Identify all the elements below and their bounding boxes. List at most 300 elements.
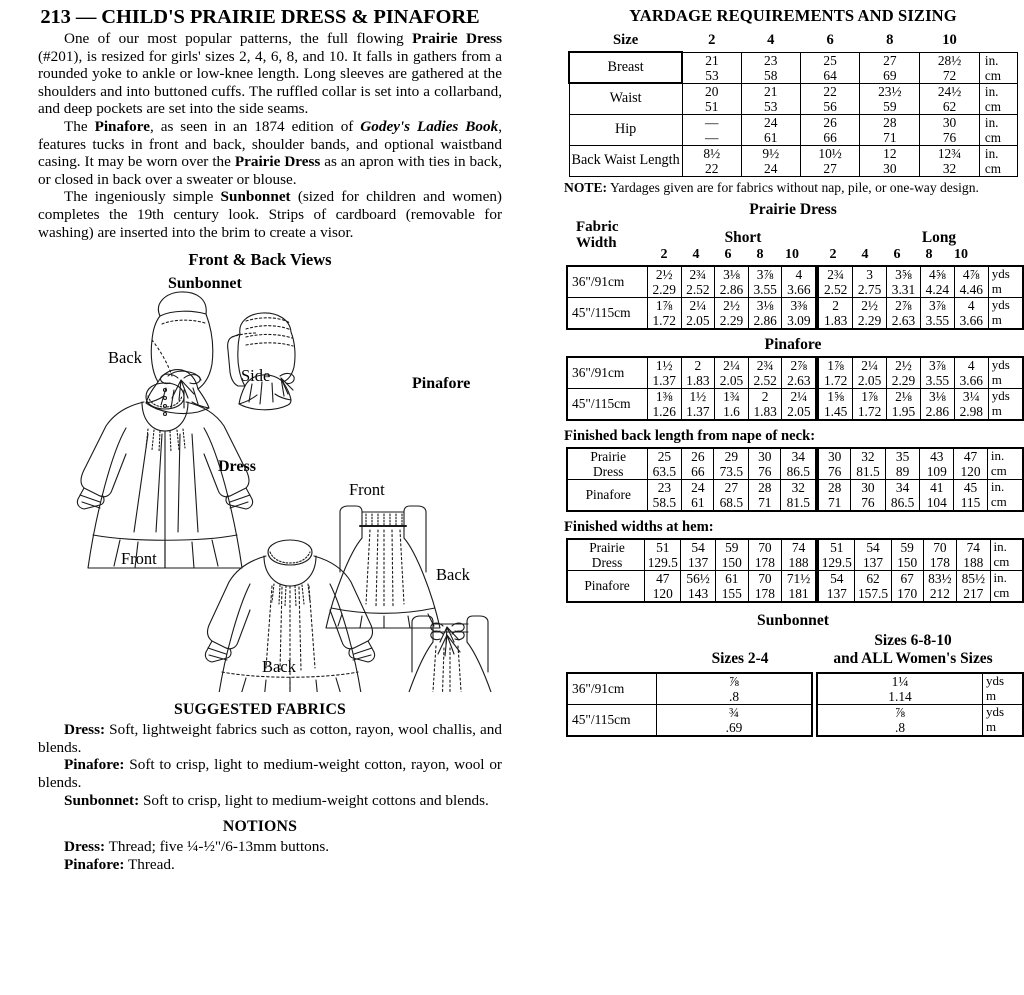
pf-l45-2 [818, 388, 852, 420]
prairie-dress-headers [562, 218, 1024, 265]
bl-s-pd-6-in: 29 [724, 448, 739, 464]
pd-l36-10-m: 4.46 [959, 281, 983, 297]
pf-s45-10-m: 2.05 [787, 403, 811, 419]
pf-l45-2-yds: 1⅝ [827, 388, 845, 404]
waist-units [979, 83, 1017, 114]
bl-l-pd-8-in: 43 [930, 448, 944, 464]
bl-l-pd-4 [851, 448, 886, 480]
hw-l-pd-4-in: 54 [866, 539, 880, 555]
pd-l36-2-m: 2.52 [823, 281, 848, 297]
prairie-dress-tables [566, 265, 1024, 330]
hw-l-pd-8-cm: 178 [929, 554, 950, 570]
waist-unit-cm: cm [984, 98, 1002, 114]
prairie-dress-table-title: Prairie Dress [749, 200, 837, 218]
pf-l45-units [988, 388, 1023, 420]
pd-s45-2-m: 1.72 [652, 312, 676, 328]
pf-l45-4-m: 1.72 [857, 403, 882, 419]
right-column [562, 0, 1024, 995]
pf-l36-4-m: 2.05 [857, 372, 882, 388]
pd-s36-6 [715, 266, 749, 298]
pd-s45-10-yds: 3⅜ [790, 297, 808, 313]
hw-s-pf-8-cm: 178 [754, 585, 775, 601]
pd-short-width-45: 45"/115cm [567, 297, 647, 329]
hw-s-pf-6-cm: 155 [721, 585, 742, 601]
pd-l45-6-m: 2.63 [891, 312, 916, 328]
pd-l45-units [988, 297, 1023, 329]
bwl-in-8: 12 [883, 145, 897, 161]
pf-unit-m-45: m [991, 402, 1002, 418]
pf-short-width-45: 45"/115cm [567, 388, 647, 420]
hw-l-pd-8 [923, 539, 956, 571]
hem-widths-long-table [817, 538, 1024, 603]
table-row-back-waist-length [569, 145, 1018, 176]
notions-text-pinafore: Thread. [124, 855, 175, 873]
bl-l-pf-10 [954, 479, 988, 511]
pf-s36-2-yds: 1½ [655, 357, 673, 373]
pf-s36-4-m: 1.83 [686, 372, 710, 388]
hw-l-pd-10 [957, 539, 990, 571]
breast-size-6 [800, 52, 860, 83]
hip-cm-10: 76 [942, 129, 957, 145]
sunbonnet-left-table [566, 672, 813, 737]
pf-s36-6 [715, 357, 749, 389]
sunbonnet-left-header: Sizes 2-4 [711, 649, 769, 667]
pd-l45-8 [920, 297, 954, 329]
pd-l36-4-m: 2.75 [857, 281, 882, 297]
pd-l45-10 [954, 297, 988, 329]
hw-s-pf-4-in: 56½ [686, 570, 710, 586]
bl-l-pf-6 [885, 479, 920, 511]
group-header-long: Long [921, 228, 957, 246]
hw-l-pd-2-in: 51 [830, 539, 844, 555]
notions-label-dress: Dress: [64, 838, 106, 856]
illustration-label-dress-back: Back [262, 657, 296, 677]
pf-s45-4 [681, 388, 715, 420]
bl-s-pf-2 [647, 479, 682, 511]
hip-unit-cm: cm [984, 129, 1002, 145]
pd-l36-4-yds: 3 [866, 266, 873, 282]
hw-s-pd-6-cm: 150 [721, 554, 742, 570]
bl-l-pd-6-cm: 89 [895, 463, 910, 479]
bl-l-pf-10-cm: 115 [960, 494, 981, 510]
table-row [817, 704, 1023, 736]
pd-s45-2-yds: 1⅞ [655, 297, 673, 313]
sunbonnet-table-title: Sunbonnet [757, 611, 829, 629]
hw-label-prairie [567, 539, 645, 571]
bl-l-pd-10-in: 47 [963, 448, 978, 464]
hw-l-pf-2-in: 54 [830, 570, 844, 586]
hw-s-pd-8-in: 70 [758, 539, 772, 555]
bwl-in-10: 12¾ [937, 145, 962, 161]
pf-l45-2-m: 1.45 [823, 403, 848, 419]
pf-l36-8 [920, 357, 954, 389]
hw-s-pf-2 [645, 570, 681, 602]
pf-l45-8 [920, 388, 954, 420]
bl-l-pf-units [987, 479, 1023, 511]
bl-s-pf-8-cm: 71 [758, 494, 772, 510]
pf-s45-8 [748, 388, 782, 420]
illustration-label-sunbonnet: Sunbonnet [168, 275, 242, 293]
waist-size-2 [682, 83, 741, 114]
pd-s36-6-m: 2.86 [719, 281, 744, 297]
pf-l36-6 [887, 357, 921, 389]
hw-s-pd-8 [748, 539, 781, 571]
hw-l-pf-units [990, 570, 1023, 602]
hw-s-pf-10 [781, 570, 816, 602]
fabric-label-pinafore: Pinafore: [64, 756, 125, 774]
hw-l-pf-8-in: 83½ [928, 570, 952, 586]
bl-s-pd-6 [714, 448, 749, 480]
waist-cm-8: 59 [883, 98, 897, 114]
breast-unit-in: in. [984, 52, 999, 68]
bl-l-pf-2-cm: 71 [827, 494, 842, 510]
sb-left-width-36: 36"/91cm [567, 673, 657, 705]
hw-l-pf-4-cm: 157.5 [857, 585, 889, 601]
pf-l36-units [988, 357, 1023, 389]
intro-paragraph-1: One of our most popular patterns, the full flowing Prairie Dress (#201), is resized for girls' sizes 2, 4, 6, 8, and 10. It falls in gathers from a rounded yoke to ankle or low-knee length. Long sleeves are gathered at the shoulders and into buttoned cuffs. The ruffled collar is set into a collarband, and deep pockets are set into the side seams. [38, 30, 502, 118]
pd-s45-6 [715, 297, 749, 329]
back-length-long-table [817, 447, 1024, 512]
bl-l-pf-8 [920, 479, 954, 511]
hw-s-pf-8-in: 70 [758, 570, 772, 586]
pf-l45-6 [887, 388, 921, 420]
pf-s36-4-yds: 2 [694, 357, 702, 373]
long-size-4: 4 [861, 246, 869, 262]
bl-l-pf-4 [851, 479, 886, 511]
table-row [818, 297, 1023, 329]
hw-label-pinafore [567, 570, 645, 602]
bl-l-pd-10 [954, 448, 988, 480]
illustration-label-pinafore-front: Front [349, 480, 385, 500]
waist-size-10 [920, 83, 980, 114]
pf-s36-8-yds: 2¾ [756, 357, 774, 373]
bwl-cm-10: 32 [942, 160, 957, 176]
table-row [818, 570, 1023, 602]
bl-s-pf-4-cm: 61 [691, 494, 705, 510]
sunbonnet-headers [562, 632, 1024, 672]
bl-s-pd-8-in: 30 [758, 448, 772, 464]
hw-l-pd-8-in: 70 [933, 539, 947, 555]
back-length-heading: Finished back length from nape of neck: [564, 427, 816, 444]
pf-l45-8-m: 2.86 [925, 403, 950, 419]
pd-l45-6-yds: 2⅞ [895, 297, 912, 313]
table-row [818, 388, 1023, 420]
garment-illustrations [0, 272, 520, 692]
pd-unit-m-45: m [991, 311, 1002, 327]
bl-s-pf-2-in: 23 [657, 479, 672, 495]
pd-s45-10-m: 3.09 [787, 312, 811, 328]
short-size-6: 6 [724, 246, 732, 262]
waist-in-4: 21 [764, 83, 778, 99]
hw-s-pf-10-cm: 181 [788, 585, 809, 601]
pd-s45-8 [748, 297, 782, 329]
fabric-item-sunbonnet [38, 792, 502, 810]
bl-s-pd-2-cm: 63.5 [652, 463, 677, 479]
long-size-2: 2 [829, 246, 837, 262]
pf-s36-4 [681, 357, 715, 389]
table-row [818, 266, 1023, 298]
fabric-text-dress: Soft, lightweight fabrics such as cotton, rayon, wool challis, and blends. [38, 721, 502, 756]
illustration-label-sunbonnet-side: Side [241, 366, 271, 386]
table-row [567, 448, 816, 480]
hw-s-pf-4-cm: 143 [688, 585, 709, 601]
pf-l45-4 [853, 388, 887, 420]
bl-s-pf-10-cm: 81.5 [786, 494, 810, 510]
pd-l45-4-m: 2.29 [857, 312, 882, 328]
hip-size-2 [682, 114, 741, 145]
hw-l-pf-2 [818, 570, 855, 602]
hip-in-8: 28 [883, 114, 897, 130]
intro-paragraph-2: The Pinafore, as seen in an 1874 edition of Godey's Ladies Book, features tucks in front and back, shoulder bands, and optional waistband casing. It may be worn over the Prairie Dress as an apron with ties in back, or closed in back over a sweater or blouse. [38, 117, 503, 188]
sb-left-36-values [657, 673, 813, 705]
long-size-10: 10 [954, 246, 968, 262]
pd-l36-6 [887, 266, 921, 298]
long-size-headers [817, 247, 977, 263]
waist-cm-6: 56 [823, 98, 837, 114]
table-row [817, 673, 1023, 705]
hw-l-pd-2 [818, 539, 855, 571]
prairie-dress-long-table [817, 265, 1024, 330]
bwl-size-4 [741, 145, 800, 176]
pd-s45-10 [782, 297, 816, 329]
fabric-item-dress [38, 721, 502, 756]
pd-l36-6-yds: 3⅝ [895, 266, 912, 282]
bl-s-pf-4-in: 24 [691, 479, 705, 495]
hip-in-4: 24 [764, 114, 778, 130]
pf-s36-10-m: 2.63 [787, 372, 811, 388]
hw-s-pd-4-cm: 137 [688, 554, 709, 570]
pd-l36-8-yds: 4⅝ [929, 266, 946, 282]
pd-s36-2 [647, 266, 681, 298]
hip-units [979, 114, 1017, 145]
sizing-row-label-hip: Hip [569, 114, 682, 145]
hip-size-6 [800, 114, 860, 145]
waist-cm-10: 62 [942, 98, 957, 114]
sizing-size-4: 4 [767, 32, 775, 49]
front-back-views-heading: Front & Back Views [188, 250, 332, 270]
sb-left-36-m: .8 [728, 688, 740, 704]
pf-l45-10 [954, 388, 988, 420]
pf-l36-2-yds: 1⅞ [827, 357, 845, 373]
pd-l36-units [988, 266, 1023, 298]
sb-right-45-yds: ⅞ [894, 704, 906, 720]
pf-s45-4-yds: 1½ [689, 388, 707, 404]
pd-l36-8-m: 4.24 [925, 281, 950, 297]
hw-label-prairie-l2: Dress [591, 554, 623, 570]
pd-s45-6-yds: 2½ [723, 297, 740, 313]
hw-unit-in-pf: in. [993, 570, 1007, 585]
hw-l-pd-4-cm: 137 [862, 554, 884, 570]
sizing-row-label-back-waist: Back Waist Length [569, 145, 682, 176]
hw-l-pd-10-in: 74 [966, 539, 980, 555]
bl-unit-in-pf: in. [990, 479, 1005, 494]
hw-l-pf-2-cm: 137 [826, 585, 847, 601]
pf-s45-8-m: 1.83 [753, 403, 777, 419]
bl-s-pf-6-cm: 68.5 [719, 494, 744, 510]
pf-s45-2-m: 1.26 [652, 403, 676, 419]
yardage-note [564, 180, 1024, 195]
bl-label-prairie [567, 448, 647, 480]
pf-l45-6-yds: 2⅛ [895, 388, 912, 404]
pf-s45-10 [782, 388, 816, 420]
bl-l-pd-2-in: 30 [827, 448, 842, 464]
breast-in-2: 21 [705, 52, 719, 68]
hw-l-pf-8-cm: 212 [929, 585, 950, 601]
bwl-size-10 [920, 145, 980, 176]
waist-in-6: 22 [823, 83, 837, 99]
sb-unit-yds-36: yds [986, 673, 1005, 688]
pf-l36-4 [853, 357, 887, 389]
pd-unit-m-36: m [991, 280, 1002, 296]
pf-l45-10-m: 2.98 [959, 403, 983, 419]
pd-l36-10 [954, 266, 988, 298]
breast-in-8: 27 [883, 52, 897, 68]
pd-s36-6-yds: 3⅛ [723, 266, 740, 282]
pf-s36-6-yds: 2¼ [723, 357, 740, 373]
hem-widths-short-table [566, 538, 817, 603]
short-size-8: 8 [756, 246, 764, 262]
pf-l36-4-yds: 2¼ [861, 357, 878, 373]
table-row-breast [569, 52, 1018, 83]
pf-l36-10-m: 3.66 [959, 372, 983, 388]
hw-l-pf-10-cm: 217 [963, 585, 984, 601]
pd-l45-4-yds: 2½ [861, 297, 878, 313]
hip-size-8 [860, 114, 920, 145]
pd-s36-10 [782, 266, 816, 298]
pd-s45-8-m: 2.86 [753, 312, 777, 328]
table-row [567, 704, 812, 736]
pd-s36-8-m: 3.55 [753, 281, 777, 297]
pd-s36-4 [681, 266, 715, 298]
sizing-size-2: 2 [708, 32, 716, 49]
sb-right-36-m: 1.14 [888, 688, 912, 704]
hw-l-pf-4 [855, 570, 891, 602]
short-size-10: 10 [785, 246, 799, 262]
bwl-size-2 [682, 145, 741, 176]
sb-unit-yds-45: yds [986, 704, 1005, 719]
pd-l36-6-m: 3.31 [891, 281, 916, 297]
waist-in-2: 20 [705, 83, 719, 99]
table-row-waist [569, 83, 1018, 114]
pd-l45-8-yds: 3⅞ [929, 297, 946, 313]
bwl-cm-6: 27 [823, 160, 837, 176]
waist-in-10: 24½ [937, 83, 962, 99]
notions-item-pinafore [38, 856, 502, 874]
hip-cm-6: 66 [823, 129, 837, 145]
bl-l-pd-4-in: 32 [861, 448, 875, 464]
sb-left-45-yds: ¾ [728, 704, 740, 720]
breast-cm-8: 69 [883, 67, 897, 83]
bwl-size-8 [860, 145, 920, 176]
bl-l-pf-8-in: 41 [930, 479, 944, 495]
sizing-table [568, 32, 1018, 177]
bl-l-pf-8-cm: 104 [926, 494, 947, 510]
pf-l36-10-yds: 4 [967, 357, 975, 373]
bl-label-pinafore [567, 479, 647, 511]
breast-unit-cm: cm [984, 67, 1002, 83]
pd-unit-yds-45: yds [991, 297, 1010, 312]
bl-l-pd-2 [818, 448, 850, 480]
breast-cm-2: 53 [705, 67, 719, 83]
hip-unit-in: in. [984, 114, 999, 130]
bl-unit-in-pd: in. [990, 448, 1005, 463]
breast-in-6: 25 [823, 52, 837, 68]
bl-s-pf-8 [749, 479, 781, 511]
pf-s36-10 [782, 357, 816, 389]
bl-s-pf-8-in: 28 [758, 479, 772, 495]
hw-s-pf-6-in: 61 [725, 570, 739, 586]
bl-s-pd-8-cm: 76 [758, 463, 772, 479]
fabric-label-sunbonnet: Sunbonnet: [64, 791, 140, 809]
pf-l36-10 [954, 357, 988, 389]
pf-unit-yds-36: yds [991, 357, 1010, 372]
pd-l36-2 [818, 266, 852, 298]
hw-s-pd-2 [645, 539, 681, 571]
hw-l-pd-6 [891, 539, 923, 571]
pinafore-long-table [817, 356, 1024, 421]
hip-size-10 [920, 114, 980, 145]
hip-in-6: 26 [823, 114, 837, 130]
hw-unit-cm-pf: cm [993, 584, 1010, 600]
bl-l-pd-8 [920, 448, 954, 480]
bl-s-pd-8 [749, 448, 781, 480]
hw-s-pf-2-in: 47 [656, 570, 670, 586]
table-row [818, 539, 1023, 571]
pf-s45-6-yds: 1¾ [723, 388, 740, 404]
pf-s45-6 [715, 388, 749, 420]
table-row-hip [569, 114, 1018, 145]
bl-l-pf-2-in: 28 [827, 479, 842, 495]
sb-right-36-units [983, 673, 1024, 705]
back-length-tables [566, 447, 1024, 512]
bl-s-pd-10 [781, 448, 816, 480]
sunbonnet-tables [566, 672, 1024, 737]
pf-s45-6-m: 1.6 [723, 403, 740, 419]
pf-unit-m-36: m [991, 371, 1002, 387]
pf-l36-8-yds: 3⅞ [929, 357, 946, 373]
hw-l-pf-6 [891, 570, 923, 602]
pf-s45-10-yds: 2¼ [790, 388, 808, 404]
pf-l36-8-m: 3.55 [925, 372, 950, 388]
short-size-headers [648, 247, 808, 263]
yardage-note-text: Yardages given are for fabrics without nap, pile, or one-way design. [607, 179, 979, 195]
pd-short-width-36: 36"/91cm [567, 266, 647, 298]
sb-right-45-units [983, 704, 1024, 736]
hw-unit-cm-pd: cm [993, 553, 1010, 569]
hip-cm-4: 61 [764, 129, 778, 145]
hw-s-pd-6 [715, 539, 748, 571]
sunbonnet-right-table [816, 672, 1024, 737]
hip-cm-8: 71 [883, 129, 897, 145]
short-size-4: 4 [692, 246, 700, 262]
pf-l36-6-m: 2.29 [891, 372, 916, 388]
notions-text-dress: Thread; five ¼-½"/6-13mm buttons. [105, 838, 330, 856]
hw-s-pf-10-in: 71½ [786, 570, 811, 586]
bl-label-pinafore-l1: Pinafore [585, 487, 631, 502]
table-row [567, 539, 816, 571]
illustration-label-pinafore-back: Back [436, 565, 470, 585]
pd-l45-2 [818, 297, 852, 329]
long-size-6: 6 [893, 246, 901, 262]
hw-s-pf-4 [681, 570, 715, 602]
breast-in-4: 23 [764, 52, 778, 68]
pd-l45-2-m: 1.83 [823, 312, 848, 328]
bl-s-pf-2-cm: 58.5 [652, 494, 677, 510]
sb-right-36-yds: 1¼ [891, 673, 909, 689]
pd-l45-10-m: 3.66 [959, 312, 983, 328]
sb-right-36-values [817, 673, 983, 705]
sb-unit-m-36: m [986, 687, 997, 703]
